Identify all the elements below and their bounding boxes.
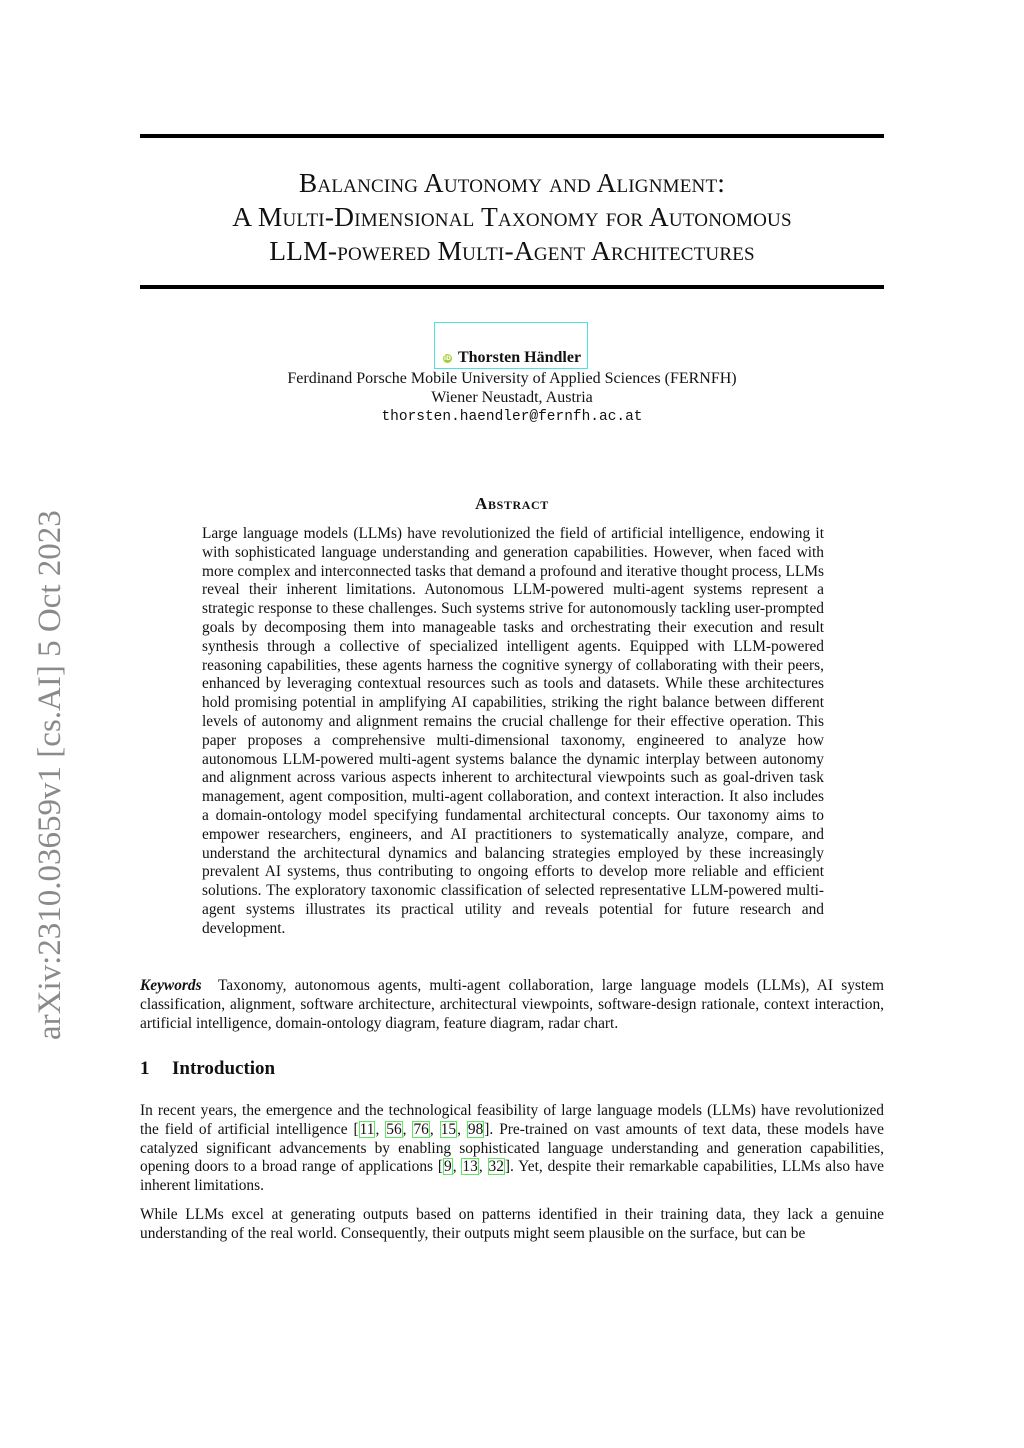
title-top-rule	[140, 134, 884, 138]
title-line-3: LLM-powered Multi-Agent Architectures	[269, 235, 755, 266]
keywords-label: Keywords	[140, 977, 202, 994]
citation-link[interactable]: 98	[467, 1120, 484, 1138]
citation-link[interactable]: 76	[413, 1120, 429, 1138]
keywords-text: Taxonomy, autonomous agents, multi-agent collaboration, large language models (LLMs), AI system classification, alignment, software architecture, architectural viewpoints, software-design rationale, context interaction, artificial intelligence, domain-ontology diagram, feature diagram, radar chart.	[140, 977, 884, 1032]
citation-link[interactable]: 15	[440, 1120, 457, 1138]
keywords-block	[140, 976, 884, 1033]
intro-paragraph-2: While LLMs excel at generating outputs based on patterns identified in their training data, they lack a genuine understanding of the real world. Consequently, their outputs might seem plausible on the surface, but can be	[140, 1206, 884, 1242]
author-name-line	[0, 349, 1024, 367]
abstract-text: Large language models (LLMs) have revolutionized the field of artificial intelligence, endowing it with sophisticated language understanding and generation capabilities. However, when faced with more complex and interconnected tasks that demand a profound and iterative thought process, LLMs reveal their inherent limitations. Autonomous LLM-powered multi-agent systems represent a strategic response to these challenges. Such systems strive for autonomously tackling user-prompted goals by decomposing them into manageable tasks and orchestrating their execution and result synthesis through a collective of specialized intelligent agents. Equipped with LLM-powered reasoning capabilities, these agents harness the cognitive synergy of collaborating with their peers, enhanced by leveraging contextual resources such as tools and datasets. While these architectures hold promising potential in amplifying AI capabilities, striking the right balance between different levels of autonomy and alignment remains the crucial challenge for their effective operation. This paper proposes a comprehensive multi-dimensional taxonomy, engineered to analyze how autonomous LLM-powered multi-agent systems balance the dynamic interplay between autonomy and alignment across various aspects inherent to architectural viewpoints such as goal-driven task management, agent composition, multi-agent collaboration, and context interaction. It also includes a domain-ontology model specifying fundamental architectural concepts. Our taxonomy aims to empower researchers, engineers, and AI practitioners to systematically analyze, compare, and understand the architectural dynamics and balancing strategies employed by these increasingly prevalent AI systems, thus contributing to ongoing efforts to develop more reliable and efficient solutions. The exploratory taxonomic classification of selected representative LLM-powered multi-agent systems illustrates its practical utility and reveals potential for future research and development.	[202, 525, 824, 937]
title-line-2: A Multi-Dimensional Taxonomy for Autonomous	[232, 201, 792, 232]
author-affiliation: Ferdinand Porsche Mobile University of Applied Sciences (FERNFH)	[287, 370, 737, 387]
intro-text-c: ]. Yet, despite their remarkable capabilities, LLMs also have inherent limitations.	[140, 1158, 884, 1195]
citation-link[interactable]: 11	[359, 1120, 375, 1138]
orcid-icon[interactable]: iD	[443, 355, 451, 362]
section-number: 1	[140, 1058, 150, 1079]
paper-title	[140, 166, 884, 268]
title-bottom-rule	[140, 285, 884, 289]
intro-text-b: ]. Pre-trained on vast amounts of text data, these models have catalyzed significant advancements by enabling sophisticated language understanding and generation capabilities, opening doors to a broad range of applications [	[140, 1120, 885, 1176]
citation-link[interactable]: 13	[462, 1158, 478, 1176]
citation-link[interactable]: 56	[386, 1120, 402, 1138]
citation-link[interactable]: 32	[488, 1158, 504, 1176]
abstract-heading: Abstract	[475, 494, 549, 513]
title-line-1: Balancing Autonomy and Alignment:	[298, 167, 726, 198]
intro-text-a: In recent years, the emergence and the technological feasibility of large language models (LLMs) have revolutionized the field of artificial intelligence [	[140, 1102, 884, 1138]
intro-paragraph-1: In recent years, the emergence and the technological feasibility of large language models (LLMs) have revolutionized the field of artificial intelligence [11, 56, 76, 15, 98]. Pre-trained on vast amounts of text data, these models have catalyzed significant advancements by enabling sophisticated language understanding and generation capabilities, opening doors to a broad range of applications [9, 13, 32]. Yet, despite their remarkable capabilities, LLMs also have inherent limitations.	[140, 1102, 885, 1195]
section-heading-introduction	[140, 1058, 275, 1080]
author-location: Wiener Neustadt, Austria	[431, 389, 593, 406]
author-name[interactable]: Thorsten Händler	[457, 349, 582, 366]
author-email[interactable]: thorsten.haendler@fernfh.ac.at	[381, 409, 643, 425]
citation-link[interactable]: 9	[444, 1158, 452, 1176]
arxiv-identifier-stamp: arXiv:2310.03659v1 [cs.AI] 5 Oct 2023	[32, 510, 68, 1040]
section-title: Introduction	[172, 1058, 276, 1079]
